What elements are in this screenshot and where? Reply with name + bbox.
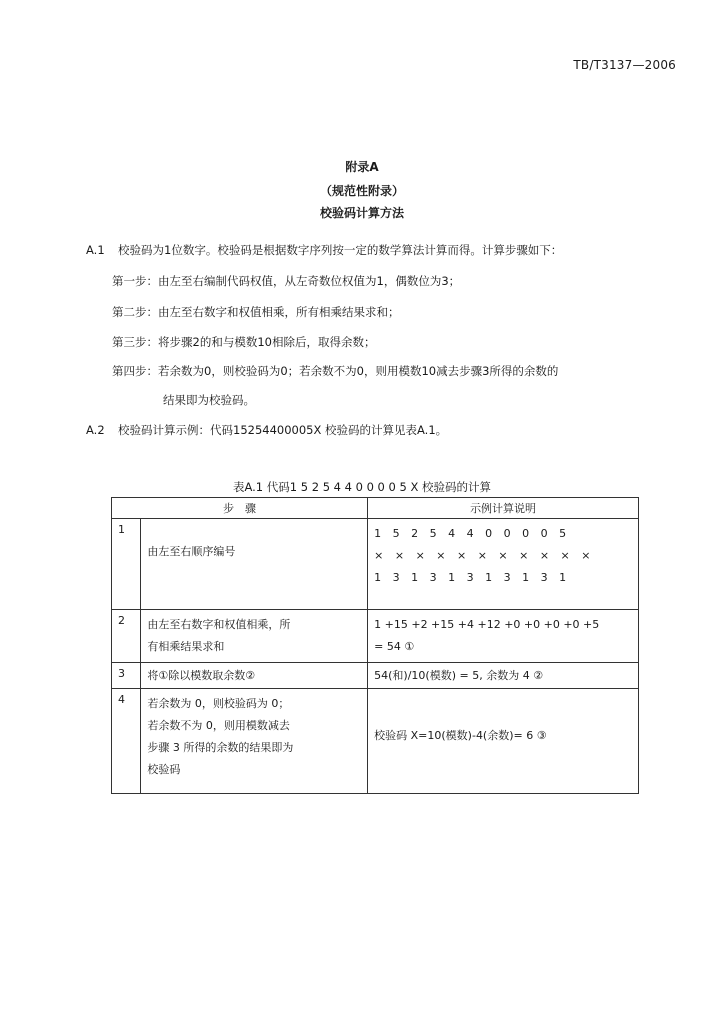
sum-line: = 54 ① <box>374 640 415 653</box>
appendix-title: 附录A <box>345 160 379 174</box>
digits-line: 1 5 2 5 4 4 0 0 0 0 5 <box>374 527 571 540</box>
row-example: 校验码 X=10(模数)-4(余数)= 6 ③ <box>368 689 639 794</box>
section-a2 <box>86 422 447 438</box>
calc-table <box>111 497 639 794</box>
step-2: 第二步：由左至右数字和权值相乘，所有相乘结果求和； <box>112 305 400 319</box>
section-a1 <box>86 242 562 258</box>
row-step-line: 有相乘结果求和 <box>147 640 225 653</box>
row-step-line: 由左至右数字和权值相乘，所 <box>147 618 291 631</box>
header-steps: 步 骤 <box>112 498 368 519</box>
row-step: 将①除以模数取余数② <box>141 663 368 689</box>
products-line: 1 +15 +2 +15 +4 +12 +0 +0 +0 +0 +5 <box>374 618 600 631</box>
section-a1-number: A.1 <box>86 243 105 257</box>
table-row <box>112 663 639 689</box>
appendix-name: 校验码计算方法 <box>319 206 404 220</box>
table-header-row <box>112 498 639 519</box>
header-example: 示例计算说明 <box>368 498 639 519</box>
row-step <box>141 610 368 663</box>
step-3: 第三步：将步骤2的和与模数10相除后，取得余数； <box>112 335 376 349</box>
row-example <box>368 519 639 610</box>
table-row <box>112 610 639 663</box>
multiply-line: × × × × × × × × × × × <box>374 549 595 562</box>
row-step <box>141 689 368 794</box>
row-step-line: 若余数为 0，则校验码为 0； <box>147 697 290 710</box>
appendix-subtitle: （规范性附录） <box>319 184 404 198</box>
row-step-line: 校验码 <box>147 763 181 776</box>
step-4-continued: 结果即为校验码。 <box>163 393 255 407</box>
doc-code: TB/T3137—2006 <box>573 58 676 72</box>
row-number: 3 <box>112 663 141 689</box>
table-row <box>112 689 639 794</box>
row-step: 由左至右顺序编号 <box>141 519 368 610</box>
row-number: 4 <box>112 689 141 794</box>
table-caption: 表A.1 代码1 5 2 5 4 4 0 0 0 0 5 X 校验码的计算 <box>232 480 492 494</box>
section-a2-number: A.2 <box>86 423 105 437</box>
row-step-line: 步骤 3 所得的余数的结果即为 <box>147 741 294 754</box>
weights-line: 1 3 1 3 1 3 1 3 1 3 1 <box>374 571 571 584</box>
row-example: 54(和)/10(模数) = 5, 余数为 4 ② <box>368 663 639 689</box>
row-example <box>368 610 639 663</box>
row-step-line: 若余数不为 0，则用模数减去 <box>147 719 290 732</box>
table-row <box>112 519 639 610</box>
section-a2-text: 校验码计算示例：代码15254400005X 校验码的计算见表A.1。 <box>118 423 448 437</box>
row-number: 2 <box>112 610 141 663</box>
row-number: 1 <box>112 519 141 610</box>
step-1: 第一步：由左至右编制代码权值，从左奇数位权值为1，偶数位为3； <box>112 274 461 288</box>
section-a1-text: 校验码为1位数字。校验码是根据数字序列按一定的数学算法计算而得。计算步骤如下： <box>118 243 563 257</box>
step-4: 第四步：若余数为0，则校验码为0；若余数不为0，则用模数10减去步骤3所得的余数的 <box>112 364 559 378</box>
